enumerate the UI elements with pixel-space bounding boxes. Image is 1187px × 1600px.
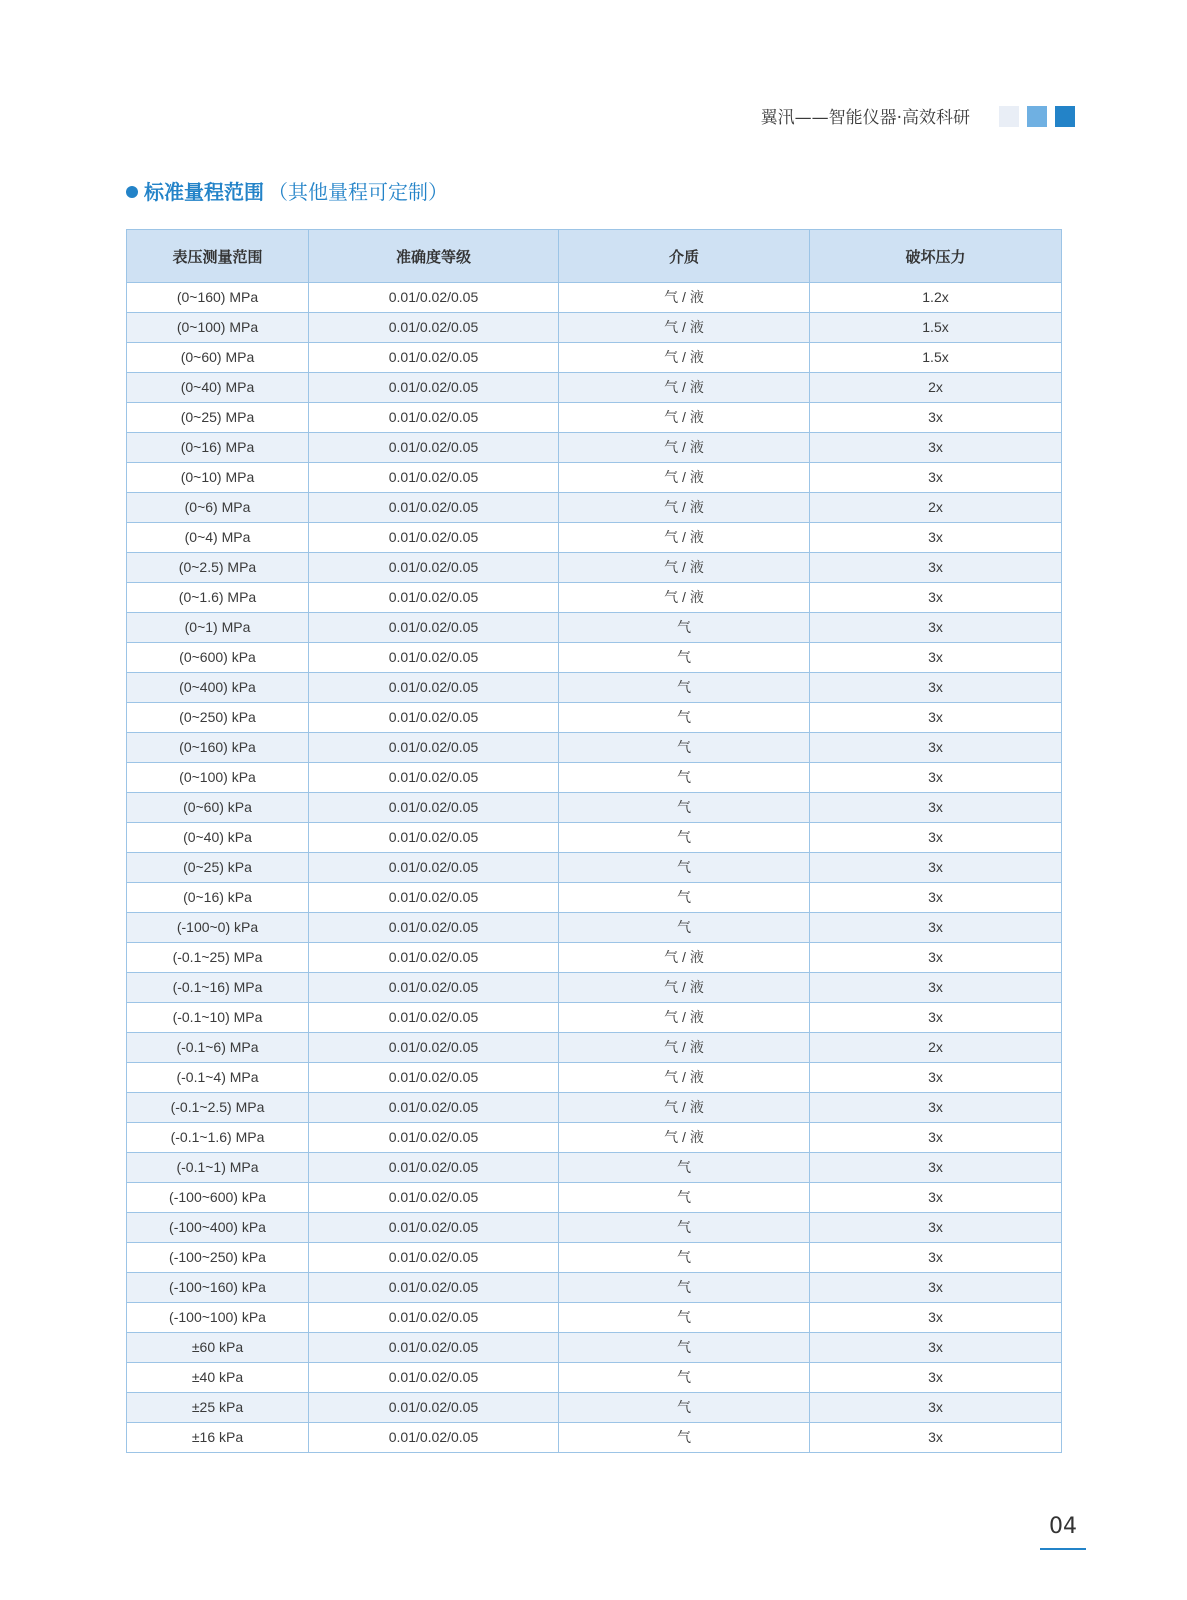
cell-medium: 气 <box>559 1213 810 1243</box>
cell-medium: 气 / 液 <box>559 1033 810 1063</box>
table-row <box>127 943 1062 973</box>
decor-square-light <box>999 106 1019 127</box>
cell-range: (0~1.6) MPa <box>127 583 309 613</box>
cell-burst-pressure: 1.5x <box>810 343 1062 373</box>
cell-accuracy: 0.01/0.02/0.05 <box>309 1243 559 1273</box>
cell-medium: 气 / 液 <box>559 493 810 523</box>
cell-range: (0~10) MPa <box>127 463 309 493</box>
cell-medium: 气 / 液 <box>559 433 810 463</box>
cell-range: (-100~250) kPa <box>127 1243 309 1273</box>
cell-burst-pressure: 3x <box>810 673 1062 703</box>
table-row <box>127 1303 1062 1333</box>
cell-accuracy: 0.01/0.02/0.05 <box>309 733 559 763</box>
cell-accuracy: 0.01/0.02/0.05 <box>309 283 559 313</box>
cell-accuracy: 0.01/0.02/0.05 <box>309 1123 559 1153</box>
table-row <box>127 1183 1062 1213</box>
table-row <box>127 373 1062 403</box>
cell-burst-pressure: 3x <box>810 1123 1062 1153</box>
cell-burst-pressure: 1.5x <box>810 313 1062 343</box>
cell-medium: 气 / 液 <box>559 553 810 583</box>
table-row <box>127 823 1062 853</box>
cell-accuracy: 0.01/0.02/0.05 <box>309 1423 559 1453</box>
table-row <box>127 763 1062 793</box>
cell-burst-pressure: 3x <box>810 1063 1062 1093</box>
table-row <box>127 1153 1062 1183</box>
cell-burst-pressure: 3x <box>810 1003 1062 1033</box>
cell-medium: 气 <box>559 1393 810 1423</box>
cell-medium: 气 / 液 <box>559 973 810 1003</box>
cell-burst-pressure: 3x <box>810 463 1062 493</box>
cell-medium: 气 <box>559 913 810 943</box>
cell-burst-pressure: 3x <box>810 1303 1062 1333</box>
table-row <box>127 973 1062 1003</box>
cell-burst-pressure: 3x <box>810 763 1062 793</box>
cell-range: (-0.1~16) MPa <box>127 973 309 1003</box>
cell-medium: 气 <box>559 1153 810 1183</box>
cell-medium: 气 / 液 <box>559 313 810 343</box>
cell-range: ±25 kPa <box>127 1393 309 1423</box>
cell-range: (0~250) kPa <box>127 703 309 733</box>
cell-burst-pressure: 3x <box>810 733 1062 763</box>
table-header-row <box>127 230 1062 283</box>
cell-accuracy: 0.01/0.02/0.05 <box>309 583 559 613</box>
cell-range: (0~100) MPa <box>127 313 309 343</box>
brand-tagline: 翼汛——智能仪器·高效科研 <box>760 108 970 128</box>
table-row <box>127 1393 1062 1423</box>
table-row <box>127 553 1062 583</box>
cell-burst-pressure: 2x <box>810 1033 1062 1063</box>
cell-range: (-0.1~10) MPa <box>127 1003 309 1033</box>
decor-square-mid <box>1027 106 1047 127</box>
cell-burst-pressure: 3x <box>810 613 1062 643</box>
cell-burst-pressure: 3x <box>810 1273 1062 1303</box>
cell-medium: 气 <box>559 643 810 673</box>
cell-burst-pressure: 3x <box>810 643 1062 673</box>
section-title <box>126 178 448 206</box>
cell-accuracy: 0.01/0.02/0.05 <box>309 1003 559 1033</box>
cell-range: (0~16) kPa <box>127 883 309 913</box>
cell-burst-pressure: 3x <box>810 1393 1062 1423</box>
table-row <box>127 463 1062 493</box>
cell-range: (-100~0) kPa <box>127 913 309 943</box>
table-row <box>127 403 1062 433</box>
cell-range: (-100~600) kPa <box>127 1183 309 1213</box>
cell-accuracy: 0.01/0.02/0.05 <box>309 1363 559 1393</box>
table-row <box>127 433 1062 463</box>
cell-range: (0~16) MPa <box>127 433 309 463</box>
column-header-medium: 介质 <box>559 230 810 283</box>
cell-range: (0~6) MPa <box>127 493 309 523</box>
cell-accuracy: 0.01/0.02/0.05 <box>309 1333 559 1363</box>
bullet-dot-icon <box>126 186 138 198</box>
cell-medium: 气 <box>559 1183 810 1213</box>
cell-accuracy: 0.01/0.02/0.05 <box>309 373 559 403</box>
table-row <box>127 493 1062 523</box>
cell-burst-pressure: 2x <box>810 493 1062 523</box>
cell-burst-pressure: 3x <box>810 403 1062 433</box>
cell-medium: 气 / 液 <box>559 463 810 493</box>
section-title-sub: （其他量程可定制） <box>268 180 448 204</box>
cell-range: (-0.1~1.6) MPa <box>127 1123 309 1153</box>
cell-burst-pressure: 3x <box>810 793 1062 823</box>
table-row <box>127 1363 1062 1393</box>
cell-range: (0~60) MPa <box>127 343 309 373</box>
cell-accuracy: 0.01/0.02/0.05 <box>309 823 559 853</box>
cell-medium: 气 <box>559 823 810 853</box>
table-row <box>127 1003 1062 1033</box>
cell-accuracy: 0.01/0.02/0.05 <box>309 1273 559 1303</box>
cell-medium: 气 <box>559 1423 810 1453</box>
cell-accuracy: 0.01/0.02/0.05 <box>309 883 559 913</box>
cell-range: (0~2.5) MPa <box>127 553 309 583</box>
cell-burst-pressure: 3x <box>810 823 1062 853</box>
cell-burst-pressure: 3x <box>810 523 1062 553</box>
cell-burst-pressure: 2x <box>810 373 1062 403</box>
cell-range: (-0.1~4) MPa <box>127 1063 309 1093</box>
cell-accuracy: 0.01/0.02/0.05 <box>309 1213 559 1243</box>
cell-accuracy: 0.01/0.02/0.05 <box>309 763 559 793</box>
cell-medium: 气 / 液 <box>559 583 810 613</box>
table-row <box>127 733 1062 763</box>
cell-medium: 气 <box>559 1303 810 1333</box>
table-row <box>127 853 1062 883</box>
cell-medium: 气 <box>559 1333 810 1363</box>
cell-range: (0~40) kPa <box>127 823 309 853</box>
cell-accuracy: 0.01/0.02/0.05 <box>309 523 559 553</box>
cell-medium: 气 <box>559 703 810 733</box>
cell-range: (0~100) kPa <box>127 763 309 793</box>
cell-accuracy: 0.01/0.02/0.05 <box>309 973 559 1003</box>
cell-range: (0~60) kPa <box>127 793 309 823</box>
cell-medium: 气 <box>559 1363 810 1393</box>
cell-accuracy: 0.01/0.02/0.05 <box>309 1303 559 1333</box>
page-number-underline <box>1040 1548 1086 1550</box>
cell-medium: 气 / 液 <box>559 373 810 403</box>
cell-range: (-0.1~6) MPa <box>127 1033 309 1063</box>
cell-burst-pressure: 3x <box>810 1213 1062 1243</box>
column-header-accuracy: 准确度等级 <box>309 230 559 283</box>
cell-range: (0~25) MPa <box>127 403 309 433</box>
cell-range: (0~25) kPa <box>127 853 309 883</box>
cell-accuracy: 0.01/0.02/0.05 <box>309 313 559 343</box>
cell-medium: 气 <box>559 793 810 823</box>
cell-range: ±16 kPa <box>127 1423 309 1453</box>
table-row <box>127 1333 1062 1363</box>
cell-medium: 气 / 液 <box>559 1003 810 1033</box>
cell-medium: 气 <box>559 1273 810 1303</box>
cell-burst-pressure: 3x <box>810 853 1062 883</box>
cell-burst-pressure: 3x <box>810 883 1062 913</box>
cell-accuracy: 0.01/0.02/0.05 <box>309 943 559 973</box>
cell-medium: 气 <box>559 883 810 913</box>
cell-burst-pressure: 3x <box>810 703 1062 733</box>
table-row <box>127 613 1062 643</box>
cell-accuracy: 0.01/0.02/0.05 <box>309 703 559 733</box>
table-row <box>127 1123 1062 1153</box>
cell-range: ±40 kPa <box>127 1363 309 1393</box>
cell-burst-pressure: 3x <box>810 1153 1062 1183</box>
cell-medium: 气 / 液 <box>559 523 810 553</box>
cell-medium: 气 <box>559 1243 810 1273</box>
cell-burst-pressure: 3x <box>810 553 1062 583</box>
cell-accuracy: 0.01/0.02/0.05 <box>309 793 559 823</box>
cell-medium: 气 <box>559 763 810 793</box>
cell-range: (-0.1~2.5) MPa <box>127 1093 309 1123</box>
table-row <box>127 1243 1062 1273</box>
cell-medium: 气 <box>559 853 810 883</box>
cell-medium: 气 / 液 <box>559 943 810 973</box>
cell-burst-pressure: 1.2x <box>810 283 1062 313</box>
cell-accuracy: 0.01/0.02/0.05 <box>309 613 559 643</box>
cell-burst-pressure: 3x <box>810 1093 1062 1123</box>
column-header-burst-pressure: 破坏压力 <box>810 230 1062 283</box>
cell-accuracy: 0.01/0.02/0.05 <box>309 1093 559 1123</box>
table-row <box>127 1273 1062 1303</box>
table-row <box>127 793 1062 823</box>
cell-range: ±60 kPa <box>127 1333 309 1363</box>
cell-accuracy: 0.01/0.02/0.05 <box>309 463 559 493</box>
table-row <box>127 313 1062 343</box>
cell-burst-pressure: 3x <box>810 1183 1062 1213</box>
cell-medium: 气 / 液 <box>559 1123 810 1153</box>
table-row <box>127 643 1062 673</box>
cell-accuracy: 0.01/0.02/0.05 <box>309 403 559 433</box>
range-spec-table <box>126 229 1062 1453</box>
cell-accuracy: 0.01/0.02/0.05 <box>309 553 559 583</box>
cell-burst-pressure: 3x <box>810 973 1062 1003</box>
cell-medium: 气 / 液 <box>559 1063 810 1093</box>
cell-accuracy: 0.01/0.02/0.05 <box>309 913 559 943</box>
cell-burst-pressure: 3x <box>810 1363 1062 1393</box>
cell-accuracy: 0.01/0.02/0.05 <box>309 853 559 883</box>
cell-accuracy: 0.01/0.02/0.05 <box>309 493 559 523</box>
cell-accuracy: 0.01/0.02/0.05 <box>309 1153 559 1183</box>
cell-range: (0~400) kPa <box>127 673 309 703</box>
cell-burst-pressure: 3x <box>810 943 1062 973</box>
table-row <box>127 583 1062 613</box>
cell-medium: 气 <box>559 673 810 703</box>
table-row <box>127 1063 1062 1093</box>
cell-range: (-100~100) kPa <box>127 1303 309 1333</box>
cell-range: (0~1) MPa <box>127 613 309 643</box>
cell-range: (0~160) kPa <box>127 733 309 763</box>
table-row <box>127 343 1062 373</box>
table-row <box>127 673 1062 703</box>
cell-range: (-0.1~25) MPa <box>127 943 309 973</box>
cell-burst-pressure: 3x <box>810 433 1062 463</box>
cell-medium: 气 / 液 <box>559 403 810 433</box>
decor-square-dark <box>1055 106 1075 127</box>
section-title-main: 标准量程范围 <box>144 180 264 204</box>
cell-range: (0~160) MPa <box>127 283 309 313</box>
cell-range: (0~4) MPa <box>127 523 309 553</box>
cell-medium: 气 <box>559 733 810 763</box>
cell-accuracy: 0.01/0.02/0.05 <box>309 643 559 673</box>
cell-range: (0~600) kPa <box>127 643 309 673</box>
cell-accuracy: 0.01/0.02/0.05 <box>309 433 559 463</box>
cell-range: (-100~160) kPa <box>127 1273 309 1303</box>
table-row <box>127 523 1062 553</box>
cell-range: (-0.1~1) MPa <box>127 1153 309 1183</box>
table-row <box>127 913 1062 943</box>
cell-burst-pressure: 3x <box>810 1243 1062 1273</box>
table-row <box>127 1423 1062 1453</box>
cell-medium: 气 / 液 <box>559 283 810 313</box>
table-row <box>127 283 1062 313</box>
column-header-range: 表压测量范围 <box>127 230 309 283</box>
cell-accuracy: 0.01/0.02/0.05 <box>309 1063 559 1093</box>
page-number: 04 <box>1049 1514 1077 1539</box>
cell-range: (0~40) MPa <box>127 373 309 403</box>
cell-accuracy: 0.01/0.02/0.05 <box>309 343 559 373</box>
cell-burst-pressure: 3x <box>810 1423 1062 1453</box>
cell-burst-pressure: 3x <box>810 913 1062 943</box>
cell-accuracy: 0.01/0.02/0.05 <box>309 673 559 703</box>
table-row <box>127 703 1062 733</box>
cell-burst-pressure: 3x <box>810 1333 1062 1363</box>
cell-accuracy: 0.01/0.02/0.05 <box>309 1033 559 1063</box>
table-row <box>127 1213 1062 1243</box>
cell-medium: 气 / 液 <box>559 1093 810 1123</box>
table-row <box>127 1033 1062 1063</box>
cell-accuracy: 0.01/0.02/0.05 <box>309 1393 559 1423</box>
table-row <box>127 1093 1062 1123</box>
table-row <box>127 883 1062 913</box>
cell-accuracy: 0.01/0.02/0.05 <box>309 1183 559 1213</box>
cell-medium: 气 <box>559 613 810 643</box>
cell-burst-pressure: 3x <box>810 583 1062 613</box>
cell-range: (-100~400) kPa <box>127 1213 309 1243</box>
cell-medium: 气 / 液 <box>559 343 810 373</box>
